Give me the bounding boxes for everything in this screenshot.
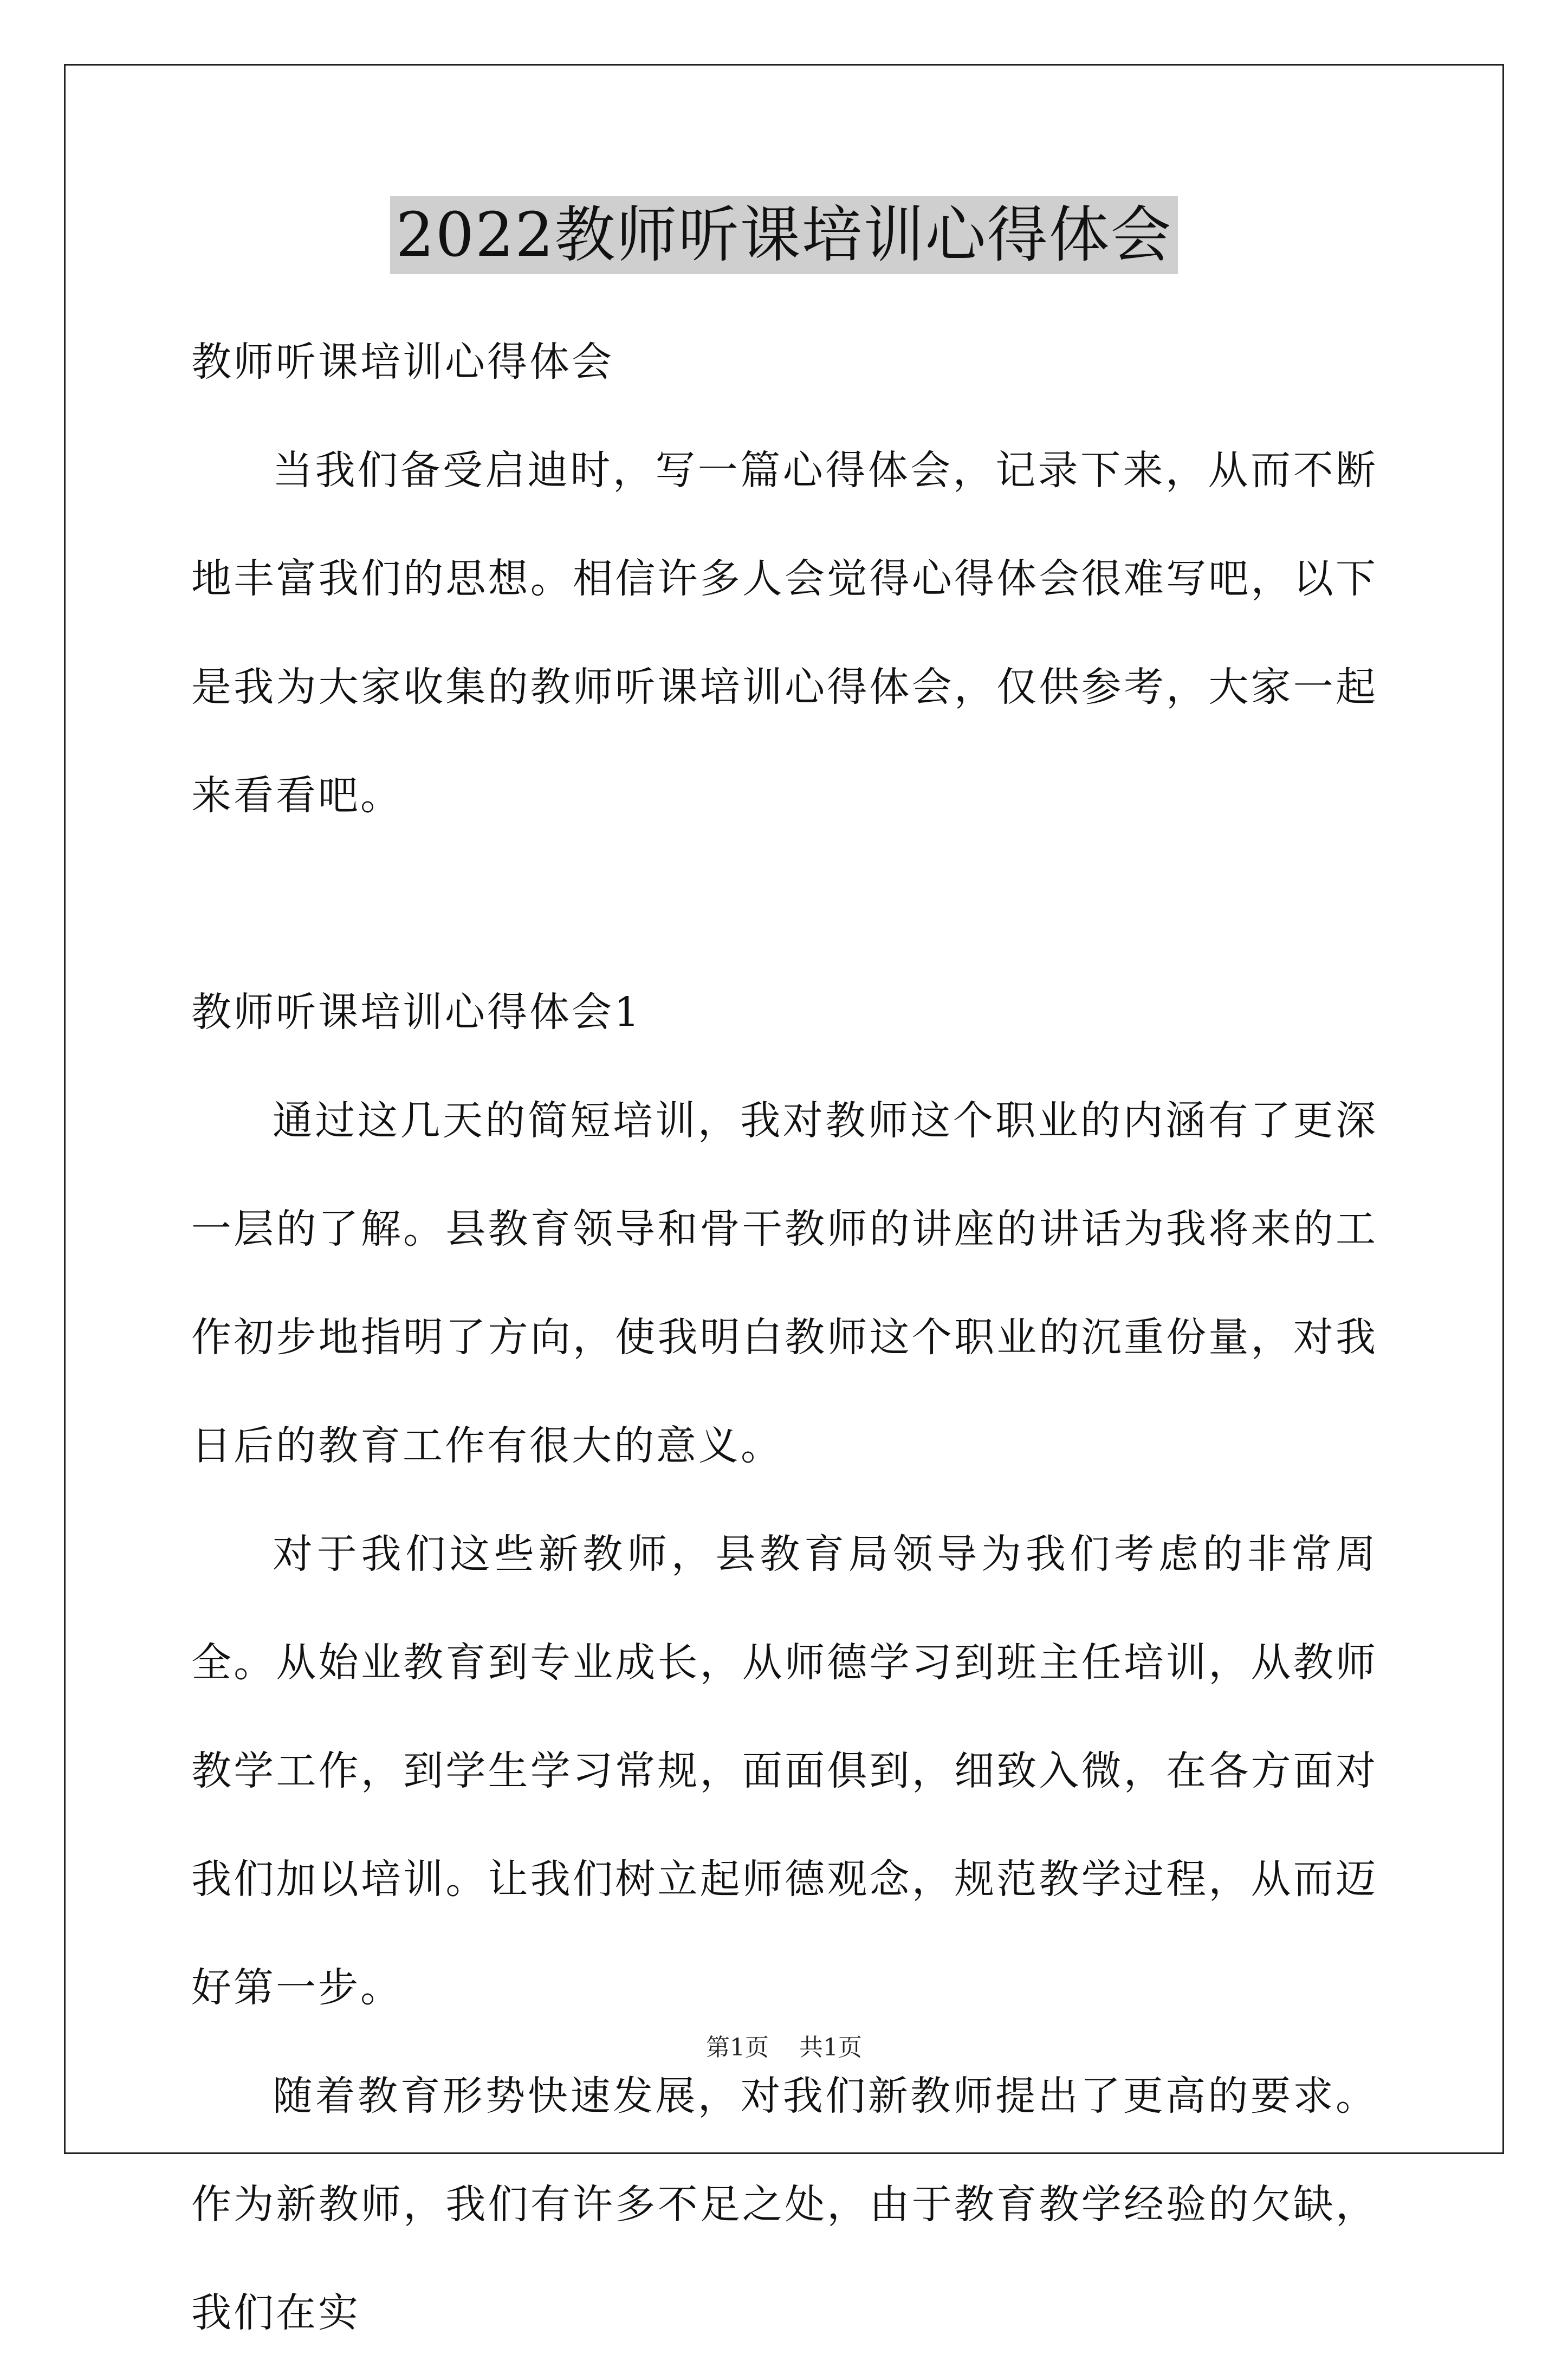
body-paragraph-1: 通过这几天的简短培训，我对教师这个职业的内涵有了更深一层的了解。县教育领导和骨干教师的讲座的讲话为我将来的工作初步地指明了方向，使我明白教师这个职业的沉重份量，对我日后的教育工作有很大的意义。 xyxy=(191,1097,1378,1469)
section-heading: 教师听课培训心得体会1 xyxy=(191,989,642,1036)
document-title xyxy=(0,196,1568,274)
page-footer xyxy=(0,2032,1568,2064)
body-paragraph-3: 随着教育形势快速发展，对我们新教师提出了更高的要求。作为新教师，我们有许多不足之处，由于教育教学经验的欠缺，我们在实 xyxy=(191,2073,1378,2336)
page-total: 共1页 xyxy=(799,2034,862,2061)
page-number: 第1页 xyxy=(706,2034,769,2061)
document-title-text: 2022教师听课培训心得体会 xyxy=(390,196,1177,274)
intro-paragraph: 当我们备受启迪时，写一篇心得体会，记录下来，从而不断地丰富我们的思想。相信许多人会觉得心得体会很难写吧，以下是我为大家收集的教师听课培训心得体会，仅供参考，大家一起来看看吧。 xyxy=(191,447,1378,819)
document-subtitle: 教师听课培训心得体会 xyxy=(191,339,614,385)
section-spacer xyxy=(191,850,1378,958)
body-paragraph-2: 对于我们这些新教师，县教育局领导为我们考虑的非常周全。从始业教育到专业成长，从师德学习到班主任培训，从教师教学工作，到学生学习常规，面面俱到，细致入微，在各方面对我们加以培训。让我们树立起师德观念，规范教学过程，从而迈好第一步。 xyxy=(191,1531,1378,2011)
